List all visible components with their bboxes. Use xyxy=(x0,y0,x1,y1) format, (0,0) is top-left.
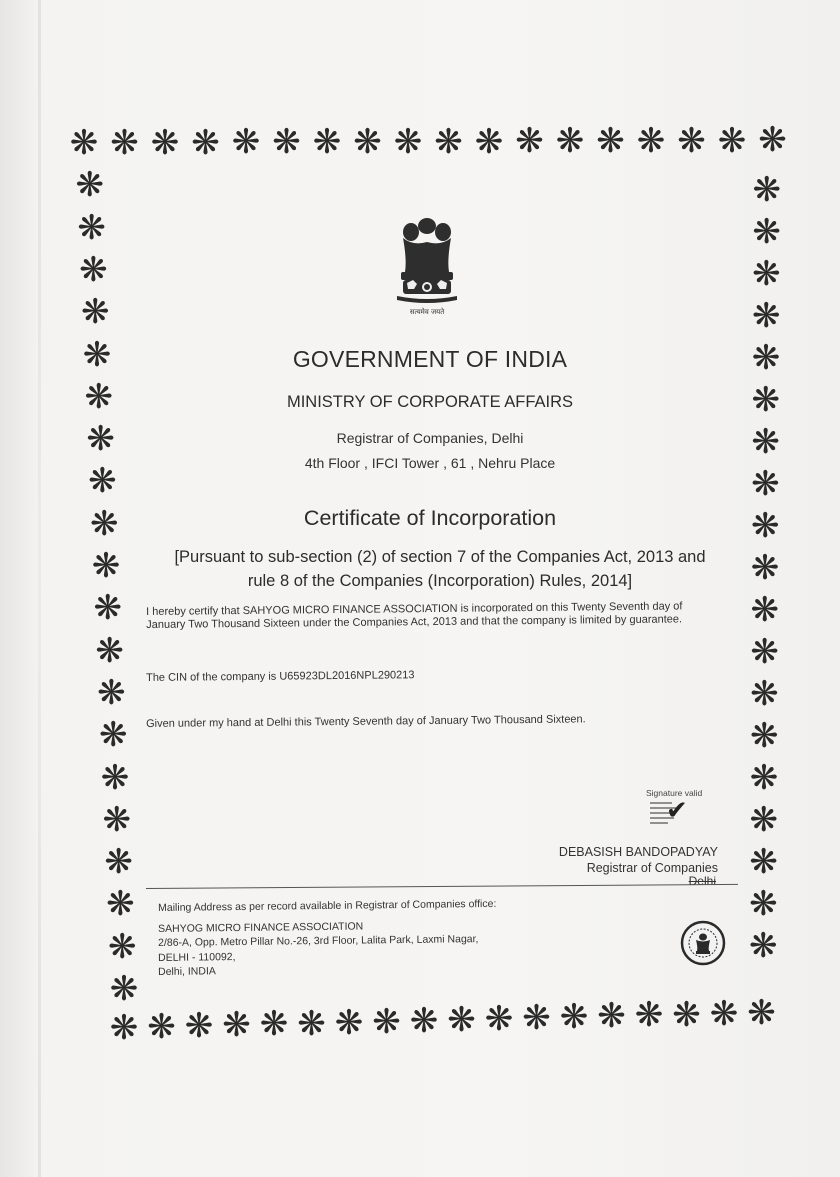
border-star-icon: ❋ xyxy=(409,1000,439,1041)
border-star-icon: ❋ xyxy=(312,122,342,163)
border-star-icon: ❋ xyxy=(100,757,130,798)
border-star-icon: ❋ xyxy=(747,992,776,1033)
border-star-icon: ❋ xyxy=(334,1002,364,1043)
emblem-motto: सत्यमेव जयते xyxy=(409,308,445,316)
border-star-icon: ❋ xyxy=(80,292,110,333)
border-star-icon: ❋ xyxy=(434,121,463,162)
registrar-signer-name: DEBASISH BANDOPADYAY xyxy=(558,845,718,859)
border-star-icon: ❋ xyxy=(751,464,780,504)
border-star-icon: ❋ xyxy=(79,249,108,290)
mailing-address-line-1: SAHYOG MICRO FINANCE ASSOCIATION xyxy=(158,920,364,935)
border-star-icon: ❋ xyxy=(95,630,124,671)
border-star-icon: ❋ xyxy=(596,121,625,162)
border-star-icon: ❋ xyxy=(89,503,119,544)
national-emblem-icon xyxy=(393,212,461,320)
border-star-icon: ❋ xyxy=(749,758,779,798)
digital-signature-block xyxy=(646,788,718,828)
mailing-address-line-2: 2/86-A, Opp. Metro Pillar No.-26, 3rd Floor, Lalita Park, Laxmi Nagar, xyxy=(158,933,479,949)
border-star-icon: ❋ xyxy=(184,1006,214,1047)
border-star-icon: ❋ xyxy=(69,123,99,163)
border-star-icon: ❋ xyxy=(107,926,137,967)
border-star-icon: ❋ xyxy=(750,548,780,588)
pursuant-line-2: rule 8 of the Companies (Incorporation) Rules, 2014] xyxy=(247,572,633,590)
border-star-icon: ❋ xyxy=(751,380,781,420)
border-star-icon: ❋ xyxy=(93,588,123,629)
border-star-icon: ❋ xyxy=(515,121,544,162)
border-star-icon: ❋ xyxy=(522,998,551,1039)
border-star-icon: ❋ xyxy=(750,674,779,714)
border-star-icon: ❋ xyxy=(750,590,780,630)
mailing-address-line-3: DELHI - 110092, xyxy=(158,951,236,964)
given-under-hand-statement: Given under my hand at Delhi this Twenty Seventh day of January Two Thousand Sixteen. xyxy=(146,713,586,730)
border-star-icon: ❋ xyxy=(259,1004,289,1045)
certificate-title: Certificate of Incorporation xyxy=(303,506,557,530)
border-star-icon: ❋ xyxy=(102,799,132,840)
border-star-icon: ❋ xyxy=(98,715,128,756)
border-star-icon: ❋ xyxy=(677,120,706,161)
border-star-icon: ❋ xyxy=(297,1003,326,1044)
border-star-icon: ❋ xyxy=(749,884,778,924)
border-star-icon: ❋ xyxy=(749,716,779,756)
border-star-icon: ❋ xyxy=(97,672,126,713)
border-star-icon: ❋ xyxy=(750,506,780,546)
border-star-icon: ❋ xyxy=(758,120,787,161)
border-star-icon: ❋ xyxy=(110,122,139,163)
border-star-icon: ❋ xyxy=(109,1008,139,1048)
mailing-address-heading: Mailing Address as per record available in Registrar of Companies office: xyxy=(158,897,497,914)
mca-seal-icon xyxy=(680,920,726,966)
border-star-icon: ❋ xyxy=(353,121,382,162)
registrar-signer-city: Delhi xyxy=(688,874,716,888)
border-star-icon: ❋ xyxy=(147,1007,176,1048)
border-star-icon: ❋ xyxy=(222,1005,251,1046)
border-star-icon: ❋ xyxy=(636,120,666,161)
border-star-icon: ❋ xyxy=(91,546,121,586)
border-star-icon: ❋ xyxy=(750,632,779,672)
border-star-icon: ❋ xyxy=(749,800,779,840)
border-star-icon: ❋ xyxy=(474,121,504,162)
border-star-icon: ❋ xyxy=(752,170,782,210)
border-star-icon: ❋ xyxy=(484,999,514,1039)
border-star-icon: ❋ xyxy=(597,996,626,1037)
border-star-icon: ❋ xyxy=(106,884,135,925)
border-star-icon: ❋ xyxy=(559,997,589,1038)
border-star-icon: ❋ xyxy=(752,212,781,252)
registrar-signer-role: Registrar of Companies xyxy=(586,861,718,875)
border-star-icon: ❋ xyxy=(717,120,747,161)
border-star-icon: ❋ xyxy=(84,376,114,417)
border-star-icon: ❋ xyxy=(231,122,261,163)
border-star-icon: ❋ xyxy=(749,842,778,882)
border-star-icon: ❋ xyxy=(191,122,220,163)
border-star-icon: ❋ xyxy=(709,993,739,1034)
certification-paragraph: I hereby certify that SAHYOG MICRO FINANCE ASSOCIATION is incorporated on this Twenty Seventh day of January Two Thousand Sixteen under the Companies Act, 2013 and that the company is limited by guarantee. xyxy=(146,600,683,631)
border-star-icon: ❋ xyxy=(751,422,780,462)
signature-check-icon: ✔ xyxy=(666,796,688,826)
page-binding-edge xyxy=(38,0,41,1177)
border-star-icon: ❋ xyxy=(748,926,778,966)
registrar-address: 4th Floor , IFCI Tower , 61 , Nehru Place xyxy=(304,455,556,471)
border-star-icon: ❋ xyxy=(272,122,301,163)
border-star-icon: ❋ xyxy=(77,207,106,248)
mailing-address-line-4: Delhi, INDIA xyxy=(158,965,216,978)
border-star-icon: ❋ xyxy=(751,338,781,378)
border-star-icon: ❋ xyxy=(393,121,423,162)
signature-valid-label: Signature valid xyxy=(646,788,703,798)
border-star-icon: ❋ xyxy=(372,1001,401,1042)
border-star-icon: ❋ xyxy=(751,296,781,336)
page-heading: GOVERNMENT OF INDIA xyxy=(292,346,568,372)
border-star-icon: ❋ xyxy=(672,994,701,1035)
border-star-icon: ❋ xyxy=(82,334,112,375)
border-star-icon: ❋ xyxy=(86,419,115,460)
border-star-icon: ❋ xyxy=(634,995,664,1036)
border-star-icon: ❋ xyxy=(109,969,139,1009)
border-star-icon: ❋ xyxy=(104,842,133,883)
border-star-icon: ❋ xyxy=(150,122,180,163)
border-star-icon: ❋ xyxy=(447,999,476,1040)
border-star-icon: ❋ xyxy=(75,165,105,206)
border-star-icon: ❋ xyxy=(752,254,781,294)
border-star-icon: ❋ xyxy=(88,461,117,502)
pursuant-line-1: [Pursuant to sub-section (2) of section 7 of the Companies Act, 2013 and xyxy=(174,548,706,566)
registrar-office: Registrar of Companies, Delhi xyxy=(336,430,524,446)
border-star-icon: ❋ xyxy=(555,121,585,162)
cin-statement: The CIN of the company is U65923DL2016NPL290213 xyxy=(146,669,415,684)
ministry-name: MINISTRY OF CORPORATE AFFAIRS xyxy=(286,393,574,411)
